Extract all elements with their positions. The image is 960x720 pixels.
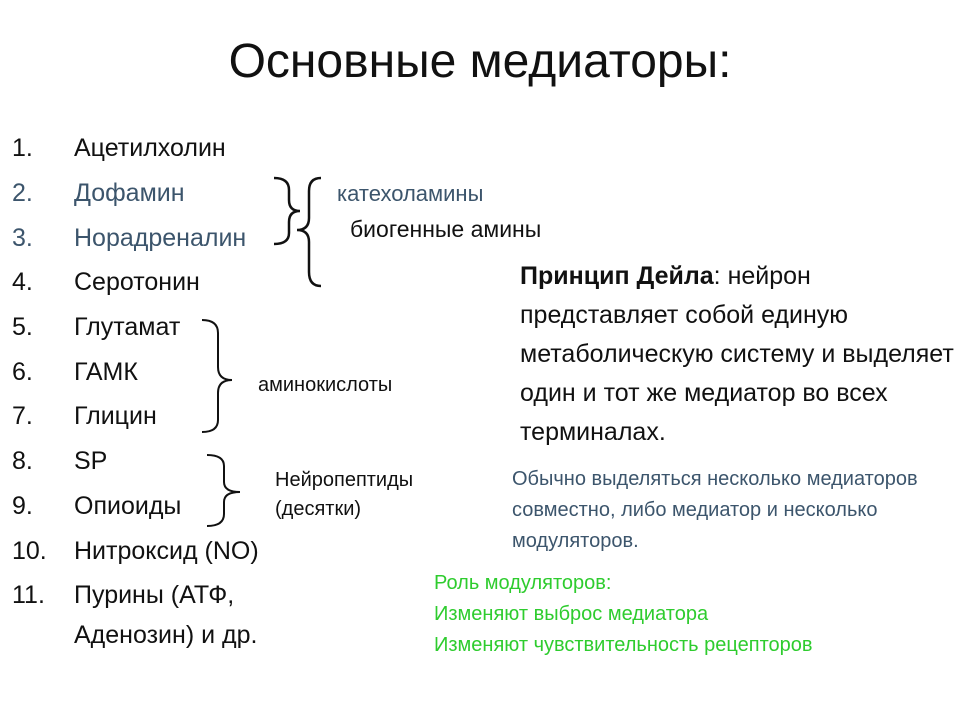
neuropeptides-brace (207, 455, 240, 526)
modulators-heading: Роль модуляторов: (434, 572, 612, 594)
catecholamines-brace (274, 178, 300, 244)
modulators-block (434, 568, 954, 661)
modulators-line2: Изменяют чувствительность рецепторов (434, 634, 813, 656)
item-name: ГАМК (74, 358, 138, 386)
item-name: Пурины (АТФ, (74, 581, 235, 609)
item-number: 9. (12, 492, 33, 520)
neuropeptides-line2: (десятки) (275, 498, 362, 520)
biogenic-amines-label: биогенные амины (350, 216, 542, 242)
item-name: Глутамат (74, 313, 181, 341)
biogenic-amines-brace (297, 178, 321, 286)
item-number: 10. (12, 537, 47, 565)
item-number: 6. (12, 358, 33, 386)
page-title: Основные медиаторы: (228, 35, 732, 88)
item-number: 4. (12, 268, 33, 296)
modulators-line1: Изменяют выброс медиатора (434, 603, 709, 625)
item-name: Серотонин (74, 268, 200, 296)
item-name: Ацетилхолин (74, 134, 226, 162)
item-name: Аденозин) и др. (74, 621, 258, 649)
item-number: 2. (12, 179, 33, 207)
item-name: Опиоиды (74, 492, 182, 520)
item-number: 1. (12, 134, 33, 162)
co-release-note: Обычно выделяться несколько медиаторов совместно, либо медиатор и несколько модуляторов. (512, 468, 918, 552)
item-name: Нитроксид (NO) (74, 537, 259, 565)
item-number: 7. (12, 402, 33, 430)
item-number: 3. (12, 224, 33, 252)
item-number: 8. (12, 447, 33, 475)
catecholamines-label: катехоламины (337, 181, 484, 206)
dale-principle (520, 257, 960, 452)
item-number: 5. (12, 313, 33, 341)
item-name: Норадреналин (74, 224, 247, 252)
neuropeptides-label (275, 466, 413, 524)
amino-acids-label: аминокислоты (258, 374, 393, 396)
dale-principle-text: : нейрон представляет собой единую метаболическую систему и выделяет один и тот же медиатор во всех терминалах. (520, 262, 954, 446)
neuropeptides-line1: Нейропептиды (275, 469, 414, 491)
amino-acids-brace (202, 320, 232, 432)
item-name: SP (74, 447, 108, 475)
dale-principle-term: Принцип Дейла (520, 262, 714, 290)
item-name: Дофамин (74, 179, 185, 207)
item-number: 11. (12, 581, 45, 609)
item-name: Глицин (74, 402, 157, 430)
